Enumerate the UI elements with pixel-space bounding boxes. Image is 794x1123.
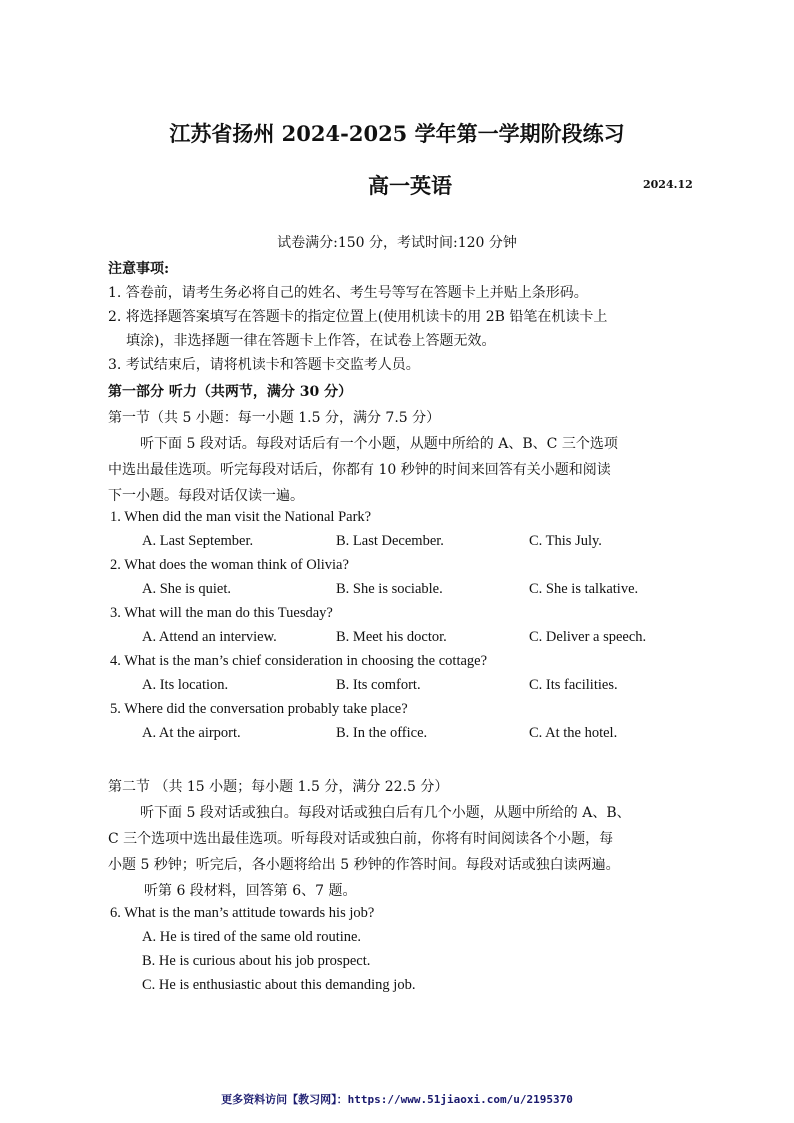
question-text: 6. What is the man’s attitude towards his job?	[110, 905, 375, 921]
score-time-line: 试卷满分:150 分，考试时间:120 分钟	[277, 235, 517, 251]
note-item: 2. 将选择题答案填写在答题卡的指定位置上(使用机读卡的用 2B 铅笔在机读卡上	[108, 309, 608, 325]
section1-instructions: 下一小题。每段对话仅读一遍。	[108, 488, 304, 504]
section1-heading: 第一节（共 5 小题：每一小题 1.5 分，满分 7.5 分）	[108, 410, 441, 426]
question-text: 3. What will the man do this Tuesday?	[110, 605, 333, 621]
question-text: 5. Where did the conversation probably take place?	[110, 701, 408, 717]
option-b: B. She is sociable.	[336, 581, 443, 597]
footer-link[interactable]: 更多资料访问【教习网】：https://www.51jiaoxi.com/u/2195370	[221, 1093, 573, 1106]
question-text: 1. When did the man visit the National Park?	[110, 509, 372, 525]
option-a: A. He is tired of the same old routine.	[142, 929, 362, 945]
option-b: B. Its comfort.	[336, 677, 421, 693]
option-c: C. He is enthusiastic about this demanding job.	[142, 977, 416, 993]
option-c: C. This July.	[529, 533, 602, 549]
note-item: 填涂)，非选择题一律在答题卡上作答，在试卷上答题无效。	[126, 333, 496, 349]
exam-date: 2024.12	[643, 178, 693, 191]
option-c: C. At the hotel.	[529, 725, 618, 741]
section1-instructions: 中选出最佳选项。听完每段对话后，你都有 10 秒钟的时间来回答有关小题和阅读	[108, 462, 611, 478]
notes-heading: 注意事项:	[108, 261, 170, 277]
option-c: C. Deliver a speech.	[529, 629, 647, 645]
section2-instructions: C 三个选项中选出最佳选项。听每段对话或独白前，你将有时间阅读各个小题，每	[108, 831, 614, 847]
section2-instructions: 听下面 5 段对话或独白。每段对话或独白后有几个小题，从题中所给的 A、B、	[140, 805, 631, 821]
note-item: 1. 答卷前，请考生务必将自己的姓名、考生号等写在答题卡上并贴上条形码。	[108, 285, 588, 301]
subject-title: 高一英语	[368, 173, 452, 198]
material-instruction: 听第 6 段材料，回答第 6、7 题。	[144, 883, 357, 899]
question-text: 2. What does the woman think of Olivia?	[110, 557, 349, 573]
option-c: C. She is talkative.	[529, 581, 639, 597]
part1-heading: 第一部分 听力（共两节，满分 30 分）	[108, 384, 353, 400]
option-a: A. Its location.	[142, 677, 229, 693]
question-text: 4. What is the man’s chief consideration in choosing the cottage?	[110, 653, 488, 669]
option-a: A. At the airport.	[142, 725, 241, 741]
option-c: C. Its facilities.	[529, 677, 618, 693]
option-a: A. Last September.	[142, 533, 254, 549]
option-b: B. Meet his doctor.	[336, 629, 447, 645]
note-item: 3. 考试结束后，请将机读卡和答题卡交监考人员。	[108, 357, 420, 373]
section2-instructions: 小题 5 秒钟；听完后，各小题将给出 5 秒钟的作答时间。每段对话或独白读两遍。	[108, 857, 620, 873]
section1-instructions: 听下面 5 段对话。每段对话后有一个小题，从题中所给的 A、B、C 三个选项	[140, 436, 618, 452]
option-b: B. In the office.	[336, 725, 428, 741]
option-b: B. Last December.	[336, 533, 444, 549]
option-a: A. She is quiet.	[142, 581, 232, 597]
option-b: B. He is curious about his job prospect.	[142, 953, 371, 969]
document-title: 江苏省扬州 2024-2025 学年第一学期阶段练习	[169, 121, 625, 146]
option-a: A. Attend an interview.	[142, 629, 277, 645]
section2-heading: 第二节 （共 15 小题；每小题 1.5 分，满分 22.5 分）	[108, 779, 449, 795]
